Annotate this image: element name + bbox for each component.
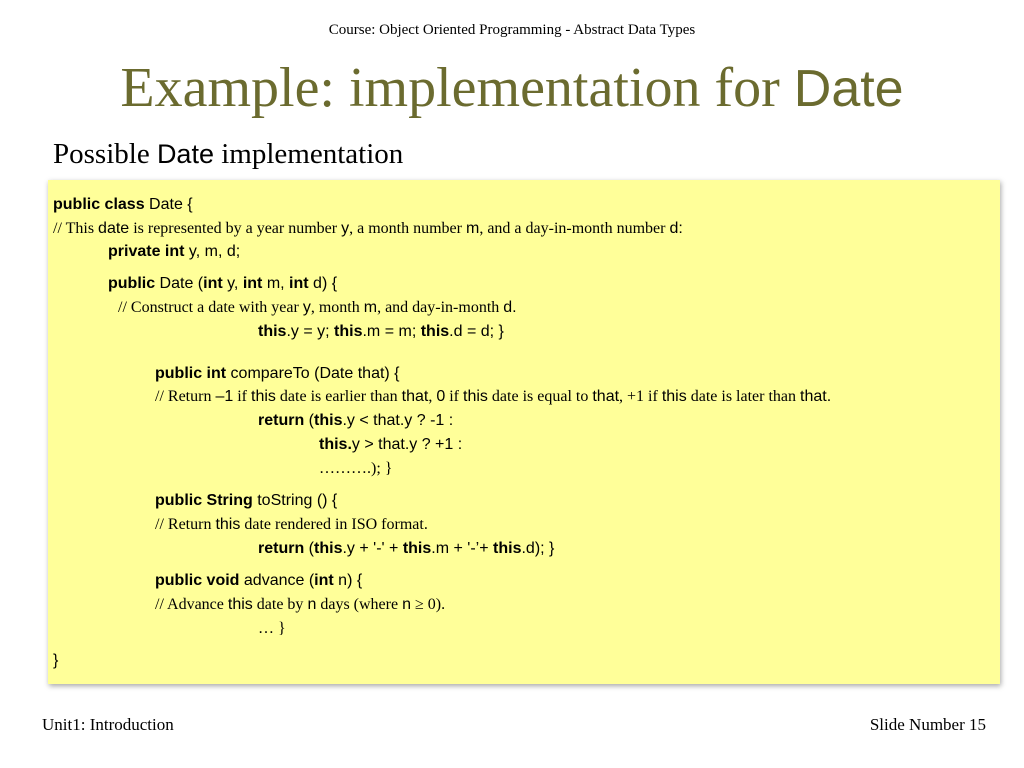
code-text: Date (	[155, 275, 204, 292]
comment-code: date	[98, 220, 130, 237]
code-text: n) {	[333, 572, 363, 589]
keyword: this	[420, 323, 450, 340]
course-header: Course: Object Oriented Programming - Abstract Data Types	[328, 22, 696, 38]
code-text: (	[304, 412, 315, 429]
subtitle-code-word: Date	[156, 139, 214, 169]
code-line-class-decl	[53, 196, 193, 214]
comment-text: // Return	[155, 388, 216, 405]
comment-code: d	[503, 299, 513, 316]
comment-code: m	[465, 220, 480, 237]
keyword: this	[402, 540, 432, 557]
title-text: Example: implementation for	[120, 57, 794, 119]
code-line-tostring	[155, 492, 337, 510]
code-comment-tostring	[155, 516, 428, 534]
code-line-return-compare	[258, 412, 453, 430]
keyword: int	[242, 275, 263, 292]
comment-code: this	[661, 388, 687, 405]
code-text: .d); }	[521, 540, 555, 557]
comment-text: , month	[310, 299, 364, 316]
keyword: this.	[319, 436, 352, 453]
keyword: int	[203, 275, 223, 292]
comment-text: date is later than	[686, 388, 801, 405]
comment-text: ,	[428, 388, 437, 405]
code-text: m,	[262, 275, 290, 292]
keyword: private int	[108, 243, 185, 260]
comment-text: if	[445, 388, 464, 405]
code-text: Date {	[144, 196, 193, 213]
comment-text: date rendered in ISO format.	[240, 516, 428, 533]
code-line-return-iso	[258, 540, 554, 558]
comment-text: // Return	[155, 516, 216, 533]
comment-code: m	[363, 299, 378, 316]
code-comment-advance	[155, 596, 445, 614]
code-text: y,	[222, 275, 243, 292]
footer-unit: Unit1: Introduction	[42, 715, 174, 734]
comment-text: , +1 if	[619, 388, 662, 405]
code-line-ellipsis: ……….); }	[319, 460, 393, 477]
keyword: public String	[155, 492, 253, 509]
comment-text: ≥ 0).	[411, 596, 446, 613]
code-text: .y = y;	[286, 323, 335, 340]
comment-text: , and day-in-month	[377, 299, 504, 316]
code-text: .y < that.y ? -1 :	[342, 412, 454, 429]
keyword: public int	[155, 365, 227, 382]
code-line-advance	[155, 572, 362, 590]
code-text: advance (	[239, 572, 315, 589]
footer-slide-number: Slide Number 15	[869, 715, 986, 734]
code-line-fields	[108, 243, 240, 261]
comment-code: n	[402, 596, 411, 613]
keyword: return	[258, 412, 305, 429]
keyword: this	[493, 540, 522, 557]
slide-subtitle	[53, 138, 403, 171]
keyword: this	[334, 323, 363, 340]
comment-text: date by	[252, 596, 308, 613]
comment-text: , a month number	[349, 220, 466, 237]
subtitle-post: implementation	[213, 138, 404, 170]
code-text: .d = d; }	[449, 323, 504, 340]
comment-code: d	[669, 220, 679, 237]
comment-code: .	[826, 388, 832, 405]
comment-text: // This	[53, 220, 99, 237]
title-code-word: Date	[793, 60, 904, 118]
code-line-assign	[258, 323, 504, 341]
code-line-constructor	[108, 275, 337, 293]
comment-text: if	[233, 388, 252, 405]
keyword: public class	[53, 196, 145, 213]
comment-code: 0	[436, 388, 446, 405]
code-line-advance-body: … }	[258, 620, 286, 637]
code-text: (	[304, 540, 315, 557]
comment-code: this	[227, 596, 253, 613]
comment-text: is represented by a year number	[129, 220, 342, 237]
comment-code: :	[678, 220, 683, 237]
code-line-ternary	[319, 436, 462, 454]
code-text: y > that.y ? +1 :	[351, 436, 463, 453]
keyword: this	[258, 323, 287, 340]
keyword: int	[314, 572, 334, 589]
code-text: .m = m;	[362, 323, 421, 340]
comment-code: this	[463, 388, 488, 405]
comment-code: that	[800, 388, 827, 405]
comment-code: this	[251, 388, 276, 405]
comment-code: y	[341, 220, 350, 237]
comment-code: –1	[215, 388, 234, 405]
comment-code: .	[512, 299, 517, 316]
code-comment-construct	[118, 299, 517, 317]
slide-title	[0, 56, 1024, 120]
code-text: .m + '-’+	[431, 540, 494, 557]
comment-code: y	[302, 299, 311, 316]
code-text: d) {	[308, 275, 338, 292]
keyword: return	[258, 540, 305, 557]
code-text: y, m, d;	[184, 243, 241, 260]
comment-text: // Advance	[155, 596, 228, 613]
keyword: this	[314, 540, 343, 557]
comment-text: // Construct a date with year	[118, 299, 303, 316]
code-text: .y + '-' +	[342, 540, 403, 557]
code-text: toString () {	[252, 492, 338, 509]
keyword: public	[108, 275, 156, 292]
comment-text: , and a day-in-month number	[479, 220, 670, 237]
comment-code: that	[592, 388, 620, 405]
comment-text: date is earlier than	[275, 388, 402, 405]
code-text: compareTo (Date that) {	[226, 365, 400, 382]
comment-code: n	[307, 596, 317, 613]
comment-code: that	[401, 388, 429, 405]
code-comment-representation	[53, 220, 683, 238]
keyword: this	[314, 412, 343, 429]
subtitle-pre: Possible	[53, 138, 157, 170]
keyword: public void	[155, 572, 240, 589]
code-line-class-close: }	[53, 652, 59, 669]
keyword: int	[289, 275, 309, 292]
comment-code: this	[215, 516, 241, 533]
code-line-compareto	[155, 365, 400, 383]
code-listing	[48, 180, 1000, 684]
comment-text: date is equal to	[487, 388, 593, 405]
comment-text: days (where	[316, 596, 403, 613]
code-comment-compareto	[155, 388, 831, 406]
